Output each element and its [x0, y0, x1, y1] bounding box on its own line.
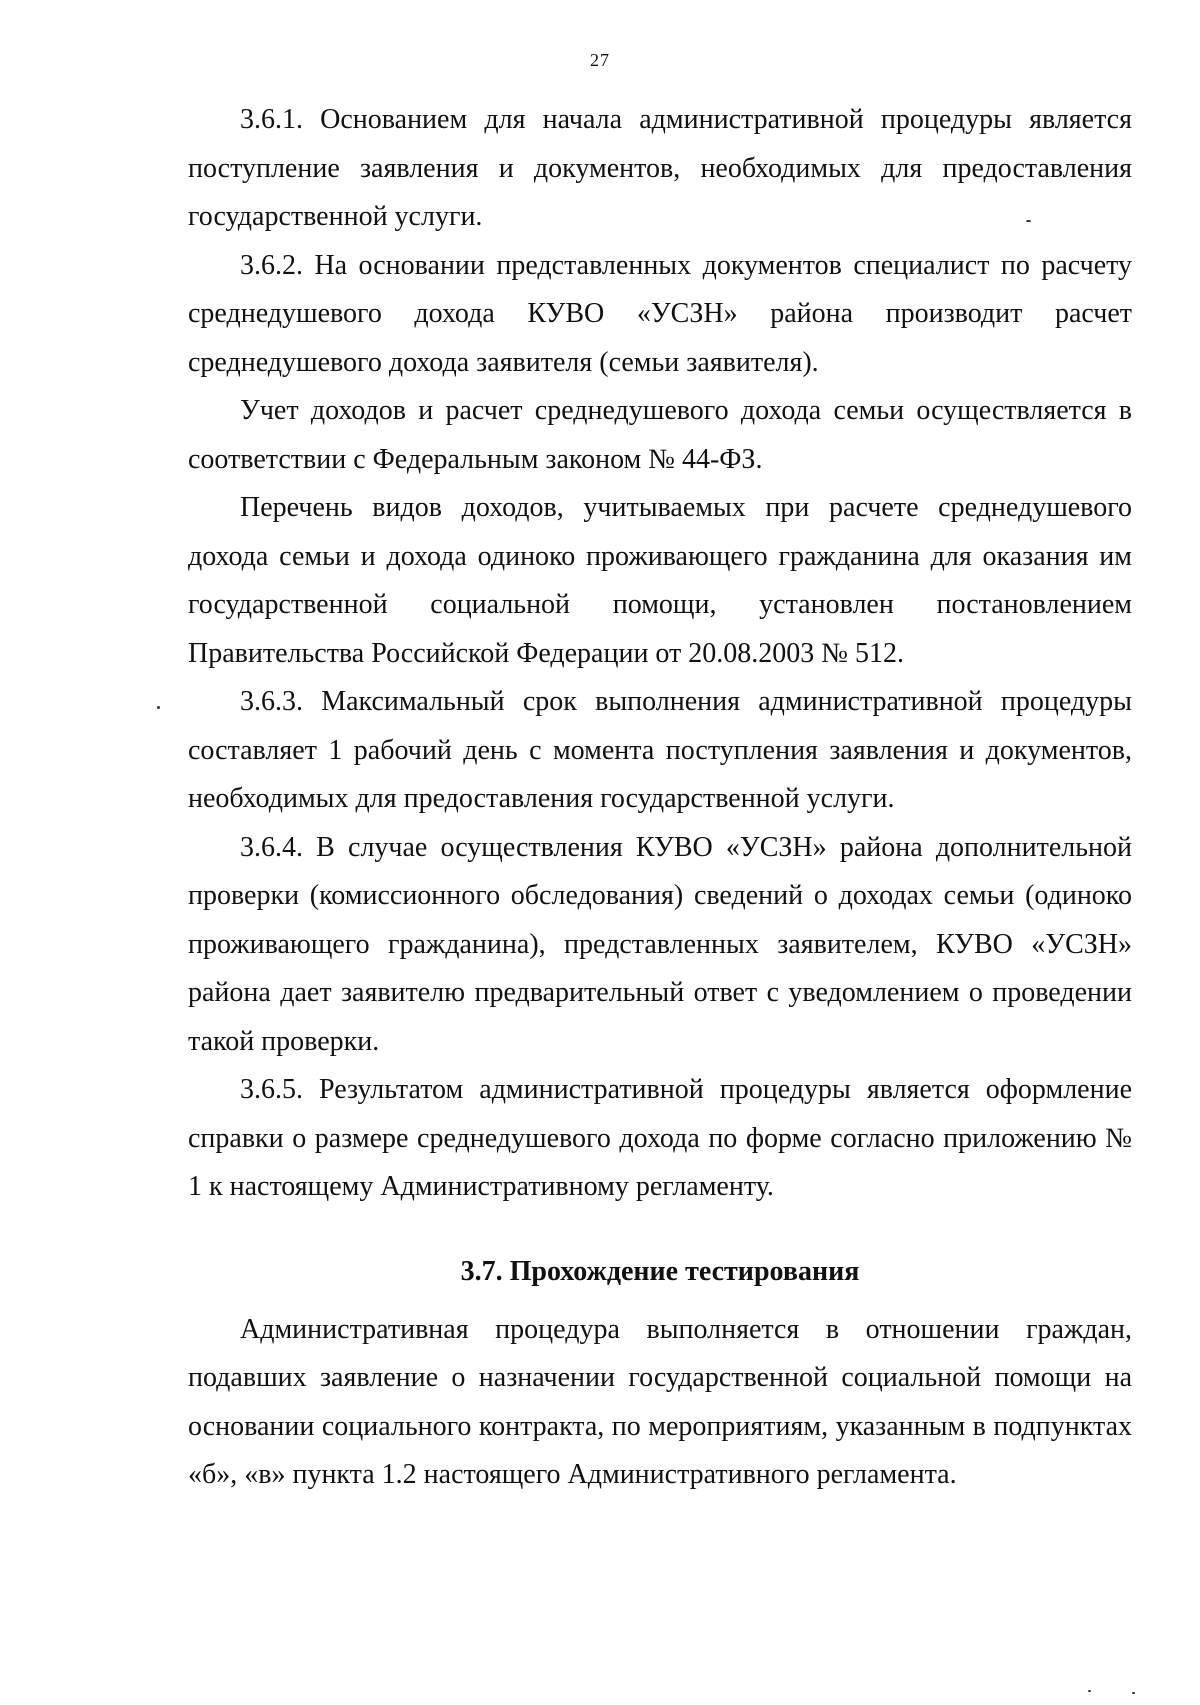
section-heading-3-7: 3.7. Прохождение тестирования: [460, 1255, 860, 1287]
paragraph-3-6-3: 3.6.3. Максимальный срок выполнения административной процедуры составляет 1 рабочий день с момента поступления заявления и документов, необходимых для предоставления государственной услуги.: [188, 686, 1132, 814]
paragraph-3-6-5: 3.6.5. Результатом административной процедуры является оформление справки о размере среднедушевого дохода по форме согласно приложению № 1 к настоящему Административному регламенту.: [188, 1074, 1132, 1202]
paragraph-income-types-list: Перечень видов доходов, учитываемых при расчете среднедушевого дохода семьи и дохода одиноко проживающего гражданина для оказания им государственной социальной помощи, установлен постановлением Правительства Российской Федерации от 20.08.2003 № 512.: [188, 492, 1132, 669]
paragraph-3-6-1: 3.6.1. Основанием для начала административной процедуры является поступление заявления и документов, необходимых для предоставления государственной услуги.: [188, 104, 1132, 232]
scan-speck: [1132, 1692, 1135, 1694]
paragraph-3-6-4: 3.6.4. В случае осуществления КУВО «УСЗН» района дополнительной проверки (комиссионного обследования) сведений о доходах семьи (одиноко проживающего гражданина), представленных заявителем, КУВО «УСЗН» района дает заявителю предварительный ответ с уведомлением о проведении такой проверки.: [188, 831, 1132, 1057]
paragraph-income-accounting: Учет доходов и расчет среднедушевого дохода семьи осуществляется в соответствии с Федеральным законом № 44-ФЗ.: [188, 395, 1132, 475]
paragraph-3-6-2: 3.6.2. На основании представленных документов специалист по расчету среднедушевого дохода КУВО «УСЗН» района производит расчет среднедушевого дохода заявителя (семьи заявителя).: [188, 249, 1132, 378]
paragraph-3-7-body: Административная процедура выполняется в отношении граждан, подавших заявление о назначении государственной социальной помощи на основании социального контракта, по мероприятиям, указанным в подпунктах «б», «в» пункта 1.2 настоящего Административного регламента.: [188, 1313, 1132, 1490]
scan-speck: [1088, 1690, 1091, 1692]
scan-speck: [157, 706, 160, 709]
document-body: [188, 96, 1132, 1500]
page-number: 27: [590, 50, 610, 70]
scan-speck: [1026, 220, 1031, 222]
